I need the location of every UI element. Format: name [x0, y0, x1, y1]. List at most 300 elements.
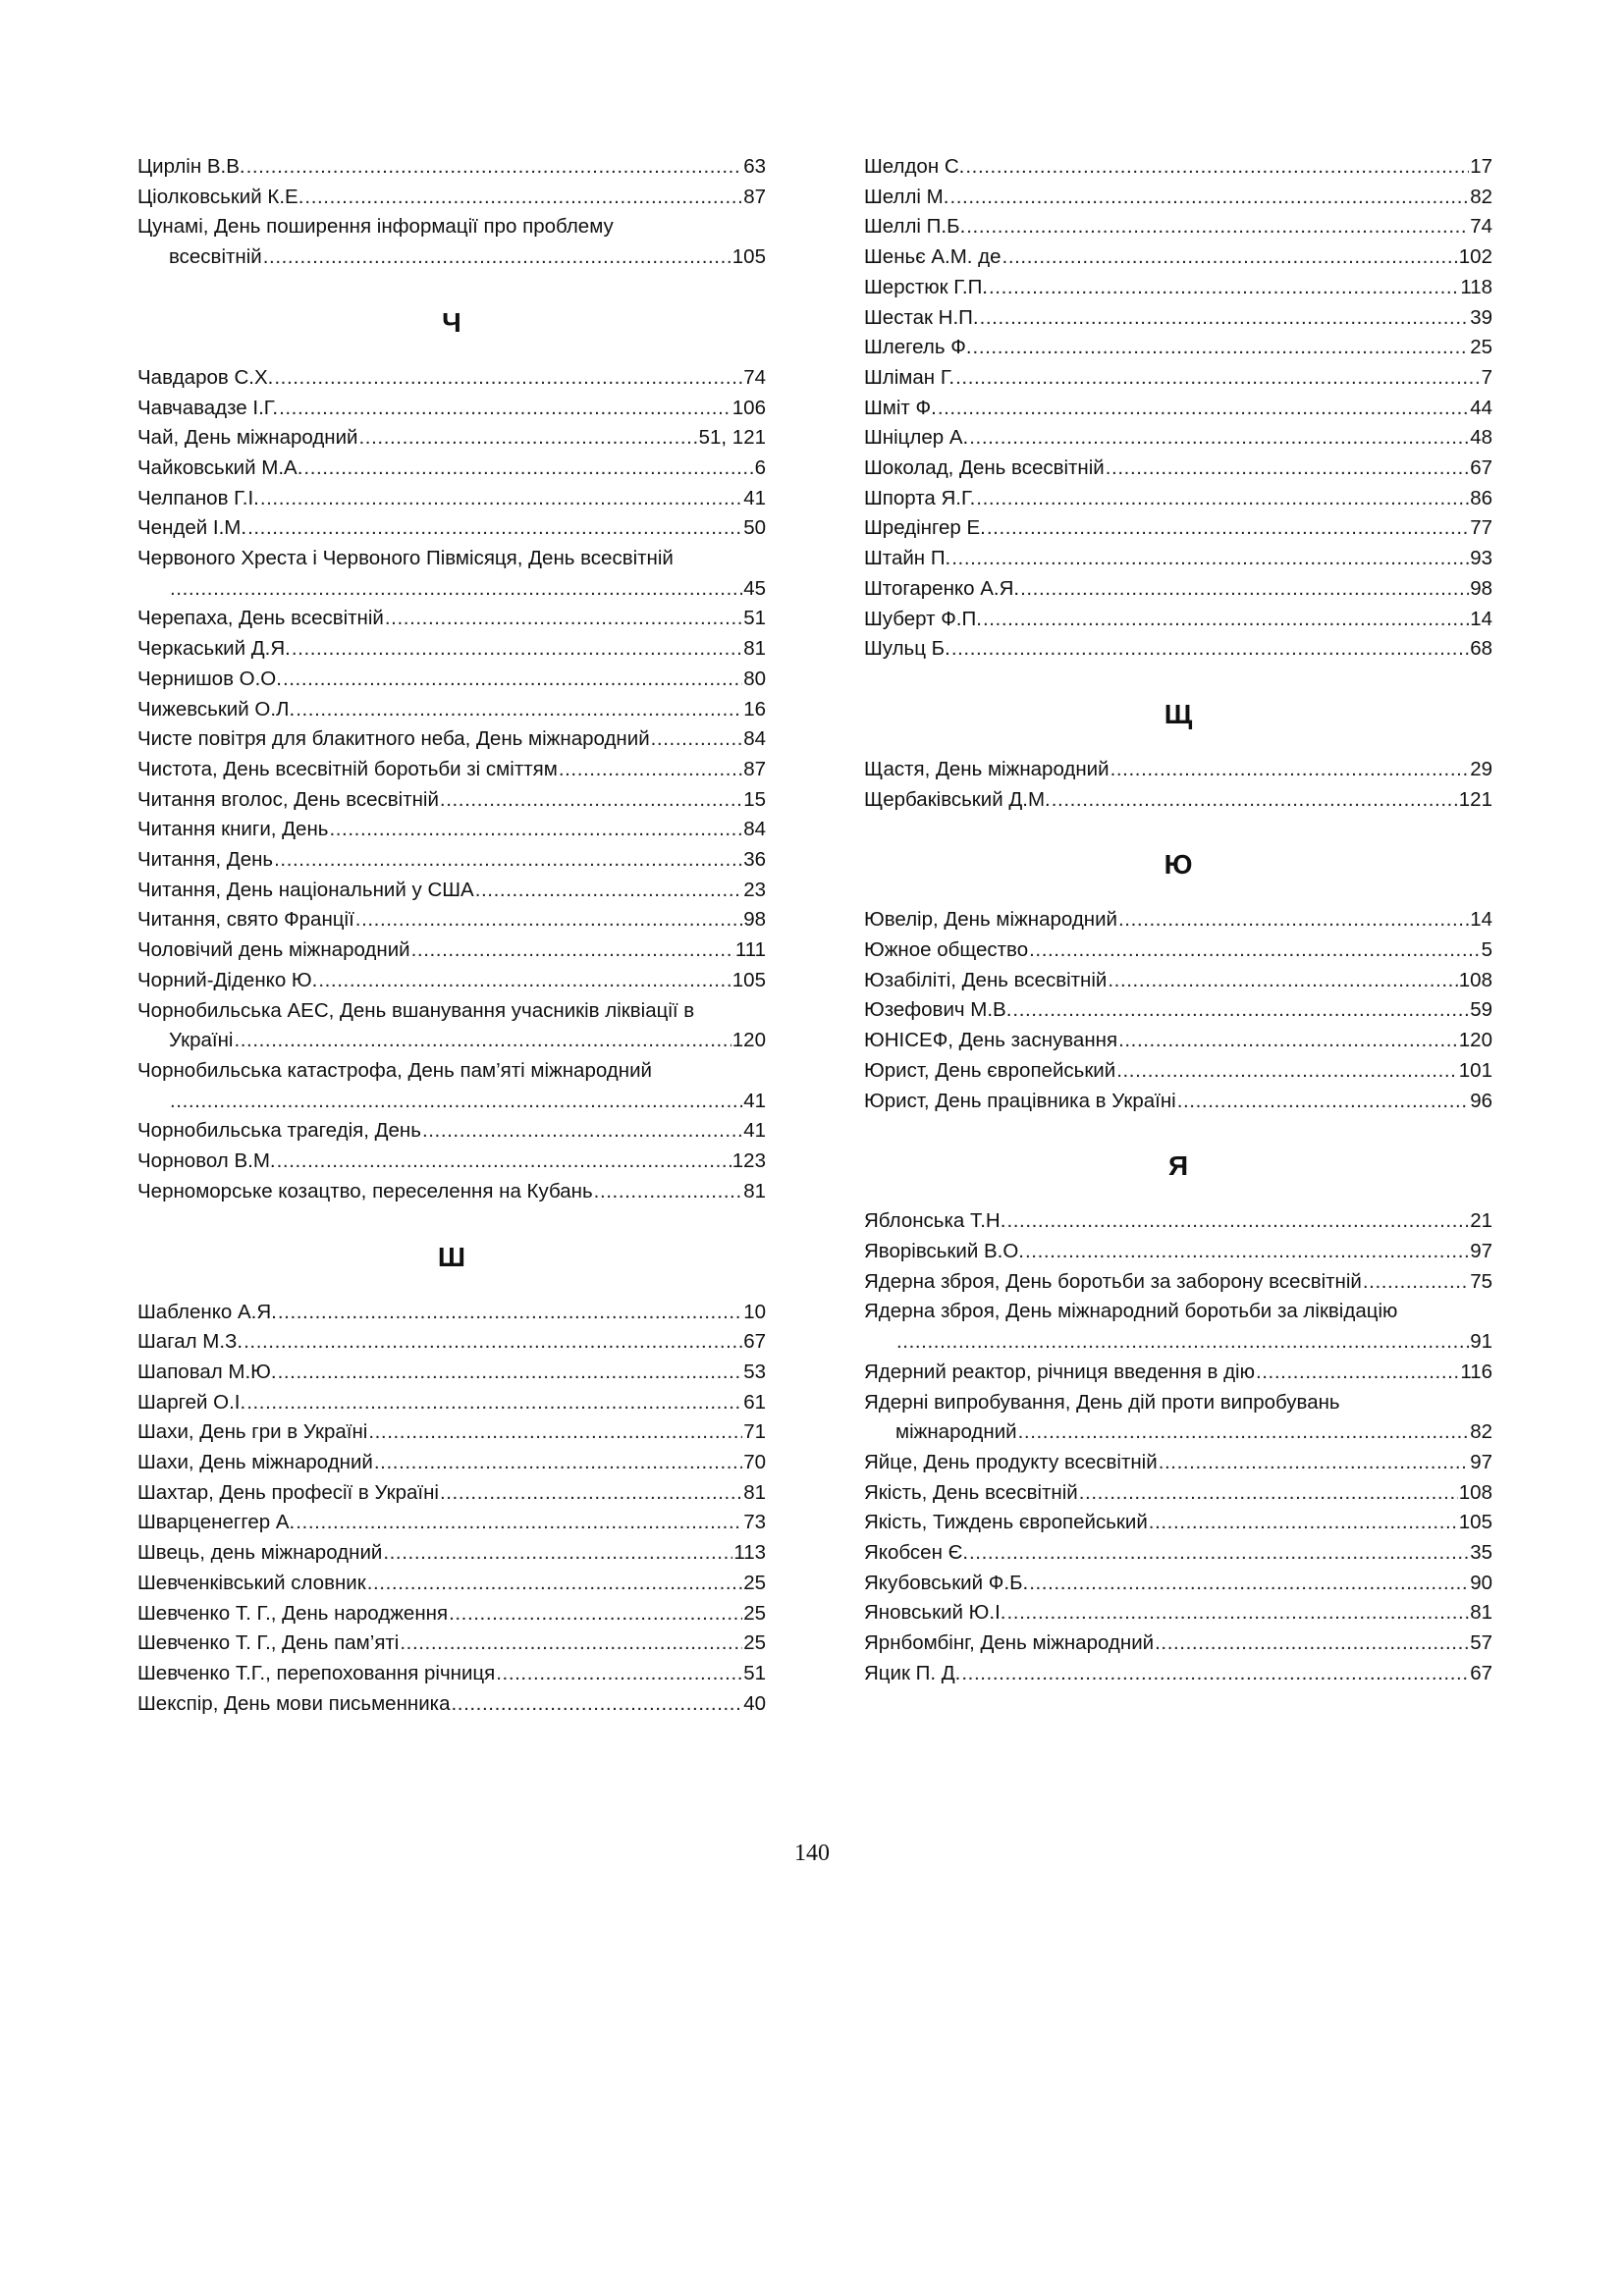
- index-entry: [137, 394, 766, 424]
- index-entry-term: Яблонська Т.Н.: [864, 1209, 1006, 1233]
- dot-leader: [966, 212, 1469, 242]
- index-entry-page: 25: [743, 1631, 766, 1655]
- index-entry-term: Шпорта Я.Г.: [864, 486, 976, 509]
- index-entry-term: Ядерна зброя, День боротьби за заборону всесвітній: [864, 1269, 1362, 1293]
- index-entry-page: 120: [731, 1029, 766, 1052]
- index-entry: [137, 423, 766, 454]
- dot-leader: [385, 604, 742, 634]
- index-entry-term: ЮНІСЕФ, День заснування: [864, 1029, 1118, 1052]
- dot-leader: [1118, 1026, 1458, 1056]
- dot-leader: [422, 1116, 742, 1147]
- index-entry-term: Чернишов О.О.: [137, 667, 282, 690]
- index-entry-page: 121: [1458, 787, 1492, 811]
- index-entry-term: Шаповал М.Ю.: [137, 1360, 277, 1383]
- index-entry-page: 67: [1470, 456, 1492, 480]
- index-entry: [137, 695, 766, 725]
- index-entry-page: 16: [743, 697, 766, 721]
- dot-leader: [247, 513, 742, 544]
- index-entry-page: 15: [743, 787, 766, 811]
- dot-leader: [955, 363, 1480, 394]
- dot-leader: [896, 1327, 1469, 1358]
- index-entry-page: 81: [743, 1480, 766, 1504]
- dot-leader: [277, 1147, 731, 1177]
- index-entry-page: 48: [1470, 426, 1492, 450]
- dot-leader: [1106, 454, 1469, 484]
- dot-leader: [951, 634, 1469, 665]
- index-entry-term: Шевченко Т. Г., День народження: [137, 1601, 449, 1625]
- dot-leader: [292, 634, 742, 665]
- index-entry-page: 21: [1470, 1209, 1492, 1233]
- index-column-right: [864, 152, 1492, 1689]
- index-entry-page: 41: [743, 486, 766, 509]
- index-entry-page: 36: [743, 848, 766, 872]
- section-letter-heading: Ю: [1164, 849, 1193, 881]
- dot-leader: [1018, 1417, 1470, 1448]
- index-entry-term: Якубовський Ф.Б.: [864, 1571, 1029, 1594]
- index-entry-term: Чоловічий день міжнародний: [137, 938, 410, 962]
- dot-leader: [1118, 905, 1469, 935]
- index-entry-page: 87: [743, 757, 766, 780]
- index-entry-term: Шредінгер Е.: [864, 516, 986, 540]
- index-entry-page: 44: [1470, 396, 1492, 419]
- index-entry-term: Шахи, День гри в Україні: [137, 1420, 368, 1444]
- section-letter-heading: Ш: [437, 1241, 466, 1272]
- dot-leader: [1256, 1358, 1459, 1388]
- index-entry-page: 81: [1470, 1601, 1492, 1625]
- index-entry-page: 61: [743, 1390, 766, 1414]
- index-entry: [137, 363, 766, 394]
- index-entry-page: 67: [743, 1330, 766, 1354]
- index-entry-term: Шеллі М.: [864, 185, 949, 208]
- index-entry: [137, 1147, 766, 1177]
- dot-leader: [367, 1569, 742, 1599]
- index-entry-term: Штайн П.: [864, 547, 951, 570]
- index-entry: [137, 1689, 766, 1720]
- index-entry-page: 80: [743, 667, 766, 690]
- dot-leader: [987, 513, 1469, 544]
- index-entry-page: 74: [743, 365, 766, 389]
- index-entry-page: 105: [731, 968, 766, 991]
- index-entry-page: 98: [743, 908, 766, 932]
- index-entry-term: Якість, День всесвітній: [864, 1480, 1078, 1504]
- index-entry: [137, 1569, 766, 1599]
- index-entry-term: Читання, свято Франції: [137, 908, 354, 932]
- index-entry-term: Черноморське козацтво, переселення на Кубань: [137, 1179, 593, 1202]
- index-entry-term: міжнародний: [895, 1420, 1017, 1444]
- index-entry-term: Шлегель Ф.: [864, 336, 972, 359]
- dot-leader: [1155, 1629, 1469, 1659]
- dot-leader: [303, 454, 753, 484]
- index-entry: [864, 303, 1492, 334]
- index-entry-page: 97: [1470, 1450, 1492, 1473]
- index-entry: [864, 995, 1492, 1026]
- dot-leader: [594, 1177, 743, 1207]
- index-entry-page: 14: [1470, 908, 1492, 932]
- index-entry-term: всесвітній: [169, 245, 262, 269]
- index-entry-first-line: Ядерна зброя, День міжнародний боротьби за ліквідацію: [864, 1300, 1398, 1323]
- index-entry-term: Швець, день міжнародний: [137, 1541, 383, 1565]
- index-entry: [864, 1297, 1492, 1357]
- dot-leader: [170, 574, 742, 605]
- dot-leader: [496, 1659, 742, 1689]
- dot-leader: [1052, 785, 1458, 816]
- index-entry: [137, 1629, 766, 1659]
- index-entry-first-line: Чорнобильська АЕС, День вшанування учасників ліквіації в: [137, 998, 695, 1022]
- dot-leader: [973, 333, 1470, 363]
- dot-leader: [411, 935, 734, 966]
- index-entry-term: Чавдаров С.Х.: [137, 365, 274, 389]
- index-entry-term: Ювелір, День міжнародний: [864, 908, 1118, 932]
- dot-leader: [961, 1659, 1469, 1689]
- index-entry: [864, 1569, 1492, 1599]
- index-entry-term: Шевченківський словник: [137, 1571, 366, 1594]
- index-entry-page: 51, 121: [698, 426, 766, 450]
- index-entry: [137, 183, 766, 213]
- index-entry-term: Чижевський О.Л.: [137, 697, 296, 721]
- section-letter-heading: Щ: [1164, 698, 1193, 729]
- dot-leader: [1110, 755, 1470, 785]
- index-entry-page: 45: [743, 576, 766, 600]
- section-letter-heading: Я: [1167, 1150, 1189, 1182]
- index-entry-term: Читання, День національний у США: [137, 878, 474, 901]
- index-entry: [864, 1388, 1492, 1448]
- dot-leader: [283, 665, 742, 695]
- index-entry: [137, 785, 766, 816]
- index-entry-page: 57: [1470, 1631, 1492, 1655]
- dot-leader: [260, 484, 742, 514]
- index-entry-page: 41: [743, 1119, 766, 1143]
- index-entry-page: 82: [1470, 1420, 1492, 1444]
- dot-leader: [1025, 1237, 1469, 1267]
- index-entry: [864, 1237, 1492, 1267]
- dot-leader: [355, 905, 742, 935]
- index-entry: [864, 1026, 1492, 1056]
- index-entry-term: Шахи, День міжнародний: [137, 1451, 373, 1474]
- index-entry: [864, 212, 1492, 242]
- index-entry-page: 86: [1470, 486, 1492, 509]
- index-entry-page: 74: [1470, 215, 1492, 239]
- index-entry-term: Шуберт Ф.П.: [864, 607, 982, 630]
- index-entry-term: Южное общество: [864, 938, 1029, 962]
- index-entry: [864, 273, 1492, 303]
- index-entry-term: Шагал М.З.: [137, 1330, 244, 1354]
- dot-leader: [1116, 1056, 1458, 1087]
- dot-leader: [296, 1508, 742, 1538]
- index-entry-page: 67: [1470, 1661, 1492, 1684]
- index-entry-page: 77: [1470, 516, 1492, 540]
- index-entry-page: 120: [1458, 1029, 1492, 1052]
- index-entry: [864, 1087, 1492, 1117]
- index-entry: [864, 333, 1492, 363]
- index-entry-term: Шліман Г.: [864, 365, 955, 389]
- index-entry: [137, 212, 766, 272]
- index-entry-page: 53: [743, 1360, 766, 1383]
- index-entry-page: 29: [1470, 757, 1492, 780]
- index-entry-page: 25: [1470, 336, 1492, 359]
- dot-leader: [274, 363, 742, 394]
- index-entry: [864, 183, 1492, 213]
- index-entry-term: Черепаха, День всесвітній: [137, 607, 384, 630]
- index-entry-term: Чисте повітря для блакитного неба, День міжнародний: [137, 727, 650, 751]
- index-entry-term: Чавчавадзе І.Г.: [137, 396, 279, 419]
- index-entry: [864, 966, 1492, 996]
- dot-leader: [244, 1327, 742, 1358]
- index-entry-page: 71: [743, 1420, 766, 1444]
- index-entry-page: 96: [1470, 1089, 1492, 1112]
- index-entry-term: Чорний-Діденко Ю.: [137, 968, 318, 991]
- index-entry-first-line: Червоного Хреста і Червоного Півмісяця, День всесвітній: [137, 547, 674, 570]
- index-entry-page: 70: [743, 1451, 766, 1474]
- index-entry: [864, 1508, 1492, 1538]
- index-entry-page: 105: [1458, 1511, 1492, 1534]
- index-entry-term: Якобсен Є.: [864, 1541, 969, 1565]
- index-entry: [137, 513, 766, 544]
- dot-leader: [1177, 1087, 1469, 1117]
- index-entry-term: Челпанов Г.І.: [137, 486, 259, 509]
- index-entry-term: Щастя, День міжнародний: [864, 757, 1110, 780]
- index-column-left: [137, 152, 766, 1719]
- index-entry: [137, 484, 766, 514]
- index-entry-term: Шніцлер А.: [864, 426, 969, 450]
- dot-leader: [1012, 995, 1469, 1026]
- index-entry-page: 5: [1481, 938, 1492, 962]
- index-entry-term: Яворівський В.О.: [864, 1239, 1024, 1262]
- dot-leader: [374, 1448, 742, 1478]
- dot-leader: [263, 242, 731, 273]
- dot-leader: [329, 815, 742, 845]
- dot-leader: [318, 966, 731, 996]
- index-entry-page: 39: [1470, 305, 1492, 329]
- dot-leader: [965, 152, 1469, 183]
- index-entry-term: Юрист, День працівника в Україні: [864, 1089, 1176, 1112]
- index-entry-page: 116: [1460, 1360, 1492, 1383]
- index-entry: [864, 755, 1492, 785]
- index-entry-page: 108: [1458, 968, 1492, 991]
- index-entry-page: 68: [1470, 637, 1492, 661]
- index-entry-term: Чендей І.М.: [137, 516, 247, 540]
- index-entry-term: Якість, Тиждень європейський: [864, 1511, 1148, 1534]
- index-entry-page: 91: [1470, 1330, 1492, 1354]
- dot-leader: [246, 152, 743, 183]
- index-entry-term: Яновський Ю.І.: [864, 1601, 1006, 1625]
- index-entry: [864, 1206, 1492, 1237]
- index-entry-page: 7: [1481, 365, 1492, 389]
- index-entry: [137, 1116, 766, 1147]
- page-number: 140: [794, 1841, 830, 1866]
- index-entry: [137, 1388, 766, 1418]
- index-entry-page: 14: [1470, 607, 1492, 630]
- index-entry: [864, 1629, 1492, 1659]
- index-entry-term: Шерстюк Г.П.: [864, 275, 988, 298]
- index-entry-page: 51: [743, 1661, 766, 1684]
- index-entry-page: 82: [1470, 185, 1492, 208]
- index-entry-first-line: Цунамі, День поширення інформації про проблему: [137, 215, 614, 239]
- index-entry: [864, 1478, 1492, 1509]
- index-entry-term: Читання, День: [137, 848, 274, 872]
- index-entry-term: Шоколад, День всесвітній: [864, 456, 1105, 480]
- index-entry-page: 75: [1470, 1269, 1492, 1293]
- index-entry: [137, 1056, 766, 1116]
- index-entry-page: 35: [1470, 1541, 1492, 1565]
- index-entry: [864, 1358, 1492, 1388]
- index-entry: [137, 1599, 766, 1629]
- index-entry: [137, 1659, 766, 1689]
- index-entry-term: Шаргей О.І.: [137, 1390, 246, 1414]
- index-entry: [864, 152, 1492, 183]
- index-entry-term: Яцик П. Д.: [864, 1661, 961, 1684]
- dot-leader: [440, 1478, 742, 1509]
- dot-leader: [983, 605, 1469, 635]
- index-entry: [864, 1267, 1492, 1298]
- dot-leader: [170, 1087, 742, 1117]
- index-entry: [137, 604, 766, 634]
- dot-leader: [951, 544, 1469, 574]
- index-entry: [864, 935, 1492, 966]
- index-entry-term: Шварценеггер А.: [137, 1511, 296, 1534]
- dot-leader: [368, 1417, 742, 1448]
- dot-leader: [1108, 966, 1457, 996]
- index-entry: [137, 724, 766, 755]
- index-entry: [864, 454, 1492, 484]
- index-entry-page: 113: [733, 1541, 766, 1565]
- index-entry: [137, 1448, 766, 1478]
- index-entry: [137, 815, 766, 845]
- index-entry: [864, 785, 1492, 816]
- index-entry: [864, 423, 1492, 454]
- index-entry-page: 118: [1460, 275, 1492, 298]
- index-entry-term: Юзабіліті, День всесвітній: [864, 968, 1108, 991]
- index-entry: [137, 905, 766, 935]
- index-entry-page: 97: [1470, 1239, 1492, 1262]
- index-entry-page: 90: [1470, 1571, 1492, 1594]
- index-entry-term: Шевченко Т.Г., перепоховання річниця: [137, 1661, 496, 1684]
- index-entry-first-line: Ядерні випробування, День дій проти випробувань: [864, 1390, 1340, 1414]
- index-entry-term: Цирлін В.В.: [137, 155, 245, 178]
- index-entry: [864, 242, 1492, 273]
- index-entry: [864, 544, 1492, 574]
- index-entry: [864, 394, 1492, 424]
- index-entry-page: 81: [743, 1179, 766, 1202]
- index-entry-term: Шекспір, День мови письменника: [137, 1691, 451, 1715]
- index-entry-page: 50: [743, 516, 766, 540]
- index-entry-term: Ядерний реактор, річниця введення в дію: [864, 1360, 1255, 1383]
- index-entry-term: Шабленко А.Я.: [137, 1300, 277, 1323]
- dot-leader: [1029, 935, 1480, 966]
- index-entry-term: Шахтар, День професії в Україні: [137, 1480, 439, 1504]
- index-entry: [137, 1327, 766, 1358]
- index-entry-term: Шестак Н.П.: [864, 305, 979, 329]
- dot-leader: [359, 423, 698, 454]
- index-entry-term: Ціолковський К.Е.: [137, 185, 304, 208]
- index-entry: [137, 1298, 766, 1328]
- index-entry-term: Чай, День міжнародний: [137, 426, 358, 450]
- index-entry: [137, 845, 766, 876]
- index-entry: [137, 935, 766, 966]
- index-entry-term: Читання книги, День: [137, 818, 329, 841]
- dot-leader: [383, 1538, 732, 1569]
- index-entry: [137, 454, 766, 484]
- dot-leader: [949, 183, 1469, 213]
- index-entry: [137, 966, 766, 996]
- index-entry: [137, 1478, 766, 1509]
- index-entry: [137, 1508, 766, 1538]
- index-entry-term: Яйце, День продукту всесвітній: [864, 1450, 1158, 1473]
- index-entry-term: Юрист, День європейський: [864, 1058, 1116, 1082]
- dot-leader: [274, 845, 742, 876]
- dot-leader: [938, 394, 1469, 424]
- dot-leader: [296, 695, 742, 725]
- dot-leader: [279, 394, 731, 424]
- dot-leader: [449, 1599, 742, 1629]
- index-entry: [864, 634, 1492, 665]
- index-entry-page: 123: [731, 1149, 766, 1173]
- dot-leader: [559, 755, 742, 785]
- index-entry-term: Шеллі П.Б.: [864, 215, 966, 239]
- index-entry-term: Черкаський Д.Я.: [137, 637, 291, 661]
- index-entry: [137, 634, 766, 665]
- index-entry-page: 59: [1470, 998, 1492, 1022]
- index-entry-term: Шульц Б.: [864, 637, 950, 661]
- dot-leader: [651, 724, 743, 755]
- dot-leader: [1020, 574, 1469, 605]
- index-entry: [864, 484, 1492, 514]
- index-entry-page: 17: [1470, 155, 1492, 178]
- dot-leader: [1029, 1569, 1469, 1599]
- index-entry-term: Читання вголос, День всесвітній: [137, 787, 439, 811]
- index-entry: [137, 544, 766, 604]
- index-entry-first-line: Чорнобильська катастрофа, День пам’яті міжнародний: [137, 1058, 652, 1082]
- dot-leader: [980, 303, 1470, 334]
- index-entry-page: 63: [743, 155, 766, 178]
- dot-leader: [989, 273, 1459, 303]
- index-entry: [864, 605, 1492, 635]
- index-entry: [864, 513, 1492, 544]
- index-entry: [137, 1177, 766, 1207]
- index-entry: [137, 996, 766, 1056]
- index-entry-page: 25: [743, 1601, 766, 1625]
- index-entry: [137, 152, 766, 183]
- index-entry-term: Шеньє А.М. де: [864, 245, 1001, 269]
- index-entry-term: Чистота, День всесвітній боротьби зі сміттям: [137, 757, 558, 780]
- index-entry-term: Чайковський М.А.: [137, 455, 303, 479]
- index-entry-page: 108: [1458, 1480, 1492, 1504]
- dot-leader: [440, 785, 742, 816]
- index-entry-page: 6: [754, 455, 766, 479]
- index-entry-page: 98: [1470, 576, 1492, 600]
- index-entry: [137, 1538, 766, 1569]
- dot-leader: [1079, 1478, 1458, 1509]
- index-entry: [864, 1056, 1492, 1087]
- dot-leader: [475, 876, 742, 906]
- index-entry-page: 93: [1470, 547, 1492, 570]
- index-entry: [137, 876, 766, 906]
- dot-leader: [976, 484, 1469, 514]
- index-entry-term: Шелдон С.: [864, 155, 965, 178]
- index-entry-page: 23: [743, 878, 766, 901]
- dot-leader: [246, 1388, 742, 1418]
- index-entry-term: Щербаківський Д.М.: [864, 787, 1051, 811]
- index-entry: [864, 905, 1492, 935]
- index-entry-page: 51: [743, 607, 766, 630]
- index-entry-term: Ярнбомбінг, День міжнародний: [864, 1631, 1155, 1655]
- index-entry-page: 84: [743, 818, 766, 841]
- index-entry: [864, 363, 1492, 394]
- dot-leader: [1149, 1508, 1458, 1538]
- dot-leader: [234, 1026, 731, 1056]
- index-entry-page: 87: [743, 185, 766, 208]
- index-entry-page: 84: [743, 727, 766, 751]
- dot-leader: [1002, 242, 1458, 273]
